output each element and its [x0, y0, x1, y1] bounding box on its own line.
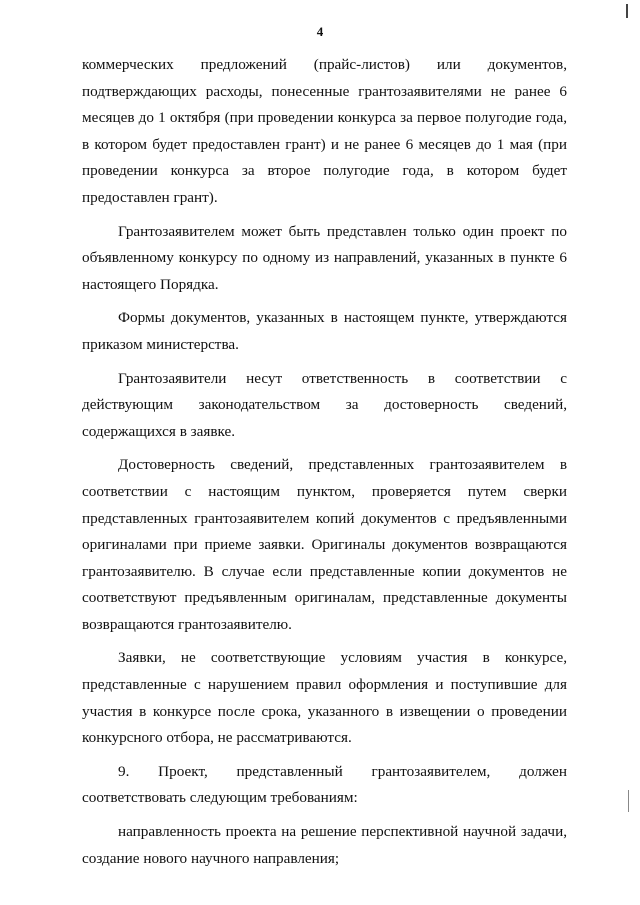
scan-artifact [628, 790, 629, 812]
paragraph-continuation: коммерческих предложений (прайс-листов) или документов, подтверждающих расходы, понесенные грантозаявителями не ранее 6 месяцев до 1 октября (при проведении конкурса за первое полугодие года, в котором будет предоставлен грант) и не ранее 6 месяцев до 1 мая (при проведении конкурса за второе полугодие года, в котором будет предоставлен грант). [82, 56, 567, 206]
paragraph-requirement-1: направленность проекта на решение перспективной научной задачи, создание нового научного направления; [82, 823, 567, 867]
paragraph-document-forms: Формы документов, указанных в настоящем пункте, утверждаются приказом министерства. [82, 309, 567, 353]
paragraph-verification: Достоверность сведений, представленных грантозаявителем в соответствии с настоящим пунктом, проверяется путем сверки представленных грантозаявителем копий документов с предъявленными оригиналами при приеме заявки. Оригиналы документов возвращаются грантозаявителю. В случае если представленные копии документов не соответствуют предъявленным оригиналам, представленные документы возвращаются грантозаявителю. [82, 456, 567, 633]
paragraph-responsibility: Грантозаявители несут ответственность в соответствии с действующим законодательством за достоверность сведений, содержащихся в заявке. [82, 369, 567, 440]
paragraph-single-project: Грантозаявителем может быть представлен только один проект по объявленному конкурсу по одному из направлений, указанных в пункте 6 настоящего Порядка. [82, 222, 567, 293]
paragraph-rejection: Заявки, не соответствующие условиям участия в конкурсе, представленные с нарушением правил оформления и поступившие для участия в конкурсе после срока, указанного в извещении о проведении конкурсного отбора, не рассматриваются. [82, 649, 567, 747]
paragraph-clause-9: 9. Проект, представленный грантозаявителем, должен соответствовать следующим требованиям: [82, 762, 567, 807]
scan-artifact [626, 4, 628, 18]
page-number: 4 [316, 24, 324, 39]
document-body [82, 52, 567, 879]
